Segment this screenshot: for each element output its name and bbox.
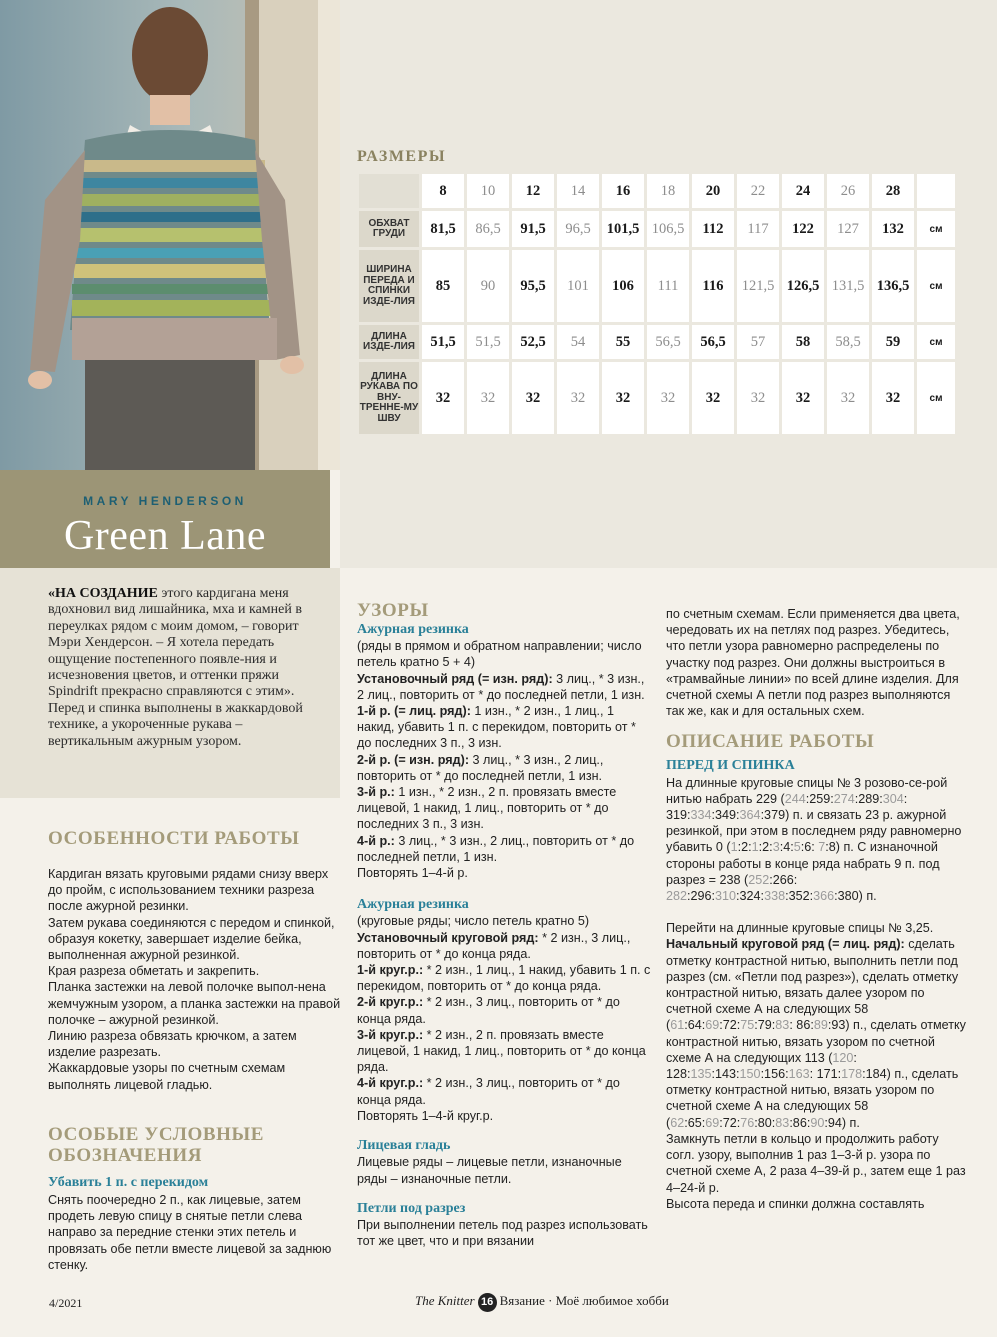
- alt-size-count: 83: [775, 1018, 790, 1033]
- size-value: 117: [737, 211, 779, 247]
- size-value: 59: [872, 325, 914, 359]
- pattern-row-text: 3 лиц., * 3 изн., 2 лиц., повторить от * до последней петли, 1 изн.: [357, 671, 645, 702]
- size-value: 85: [422, 250, 464, 322]
- setup-round-label: Начальный круговой ряд (= лиц. ряд):: [666, 937, 905, 952]
- needle-change-paragraph: Перейти на длинные круговые спицы № 3,25.: [666, 921, 934, 936]
- alt-size-count: 5: [793, 840, 801, 855]
- intro-text: [48, 586, 328, 750]
- alt-size-count: 244: [784, 791, 806, 806]
- alt-size-count: 62: [670, 1115, 685, 1130]
- size-header-cell: 10: [467, 174, 509, 208]
- alt-size-count: 282: [666, 889, 688, 904]
- pattern-title: Green Lane: [63, 513, 267, 559]
- alt-size-count: 1: [751, 840, 759, 855]
- size-header-cell: 20: [692, 174, 734, 208]
- features-paragraph: Затем рукава соединяются с передом и спинкой, образуя кокетку, завершает изделие бейка, выполненная ажурной резинкой.: [48, 915, 335, 963]
- size-header-cell: 16: [602, 174, 644, 208]
- size-header-cell: 8: [422, 174, 464, 208]
- alt-size-count: 364: [739, 808, 761, 823]
- alt-size-count: 120: [832, 1050, 854, 1065]
- description-heading: ОПИСАНИЕ РАБОТЫ: [666, 731, 875, 753]
- size-value: 132: [872, 211, 914, 247]
- pattern-row-text: * 2 изн., 1 лиц., 1 накид, убавить 1 п. с перекидом, повторить от * до конца ряда.: [357, 963, 651, 994]
- symbols-text: Снять поочередно 2 п., как лицевые, затем продеть левую спицу в снятые петли слева направо за передние стенки этих петель и провязать обе петли вместе лицевой за заднюю стенку.: [48, 1193, 332, 1272]
- size-value: 52,5: [512, 325, 554, 359]
- size-value: 126,5: [782, 250, 824, 322]
- size-value: 58,5: [827, 325, 869, 359]
- size-header-cell: 24: [782, 174, 824, 208]
- features-text: [48, 866, 342, 1093]
- pattern-row-text: * 2 изн., 3 лиц., повторить от * до конца ряда.: [357, 930, 631, 961]
- alt-size-count: 163: [788, 1067, 810, 1082]
- author-name: MARY HENDERSON: [83, 494, 247, 508]
- features-paragraph: Линию разреза обвязать крючком, а затем изделие разрезать.: [48, 1029, 297, 1060]
- features-heading: ОСОБЕННОСТИ РАБОТЫ: [48, 828, 300, 849]
- size-value: 32: [422, 362, 464, 434]
- size-value: 32: [512, 362, 554, 434]
- pattern-row-label: 3-й круг.р.:: [357, 1027, 424, 1042]
- pattern-row-label: Установочный ряд (= изн. ряд):: [357, 671, 553, 686]
- alt-size-count: 252: [748, 872, 770, 887]
- page-number: 16: [478, 1293, 497, 1312]
- alt-size-count: 178: [841, 1067, 863, 1082]
- alt-size-count: 304: [882, 791, 904, 806]
- size-value: 106: [602, 250, 644, 322]
- size-unit: см: [917, 362, 955, 434]
- join-round-paragraph: Замкнуть петли в кольцо и продолжить работу согл. узору, выполнив 1 раз 1–3-й р. узора по счетной схеме А, 2 раза 4–39-й р., затем еще 1 раз 4–24-й р.: [666, 1131, 966, 1195]
- size-header-cell: 14: [557, 174, 599, 208]
- pattern-row-text: 3 лиц., * 3 изн., 2 лиц., повторить от * до последней петли, 1 изн.: [357, 752, 604, 783]
- alt-size-count: 7: [818, 840, 826, 855]
- alt-size-count: 69: [705, 1018, 720, 1033]
- front-back-heading: ПЕРЕД И СПИНКА: [666, 758, 795, 774]
- size-value: 32: [602, 362, 644, 434]
- intro-lead: «НА СОЗДАНИЕ: [48, 586, 158, 601]
- size-row-label: ДЛИНА РУКАВА ПО ВНУ-ТРЕННЕ-МУ ШВУ: [359, 362, 419, 434]
- size-value: 101,5: [602, 211, 644, 247]
- pattern-row: [357, 784, 653, 833]
- pattern-row-text: * 2 изн., 2 п. провязать вместе лицевой, 1 накид, 1 лиц., повторить от * до конца ряда.: [357, 1027, 646, 1075]
- pattern-row-text: 1 изн., * 2 изн., 1 лиц., 1 накид, убавить 1 п. с перекидом, повторить от * до последних 3 п., 3 изн.: [357, 704, 636, 751]
- size-value: 56,5: [647, 325, 689, 359]
- setup-round-paragraph: Начальный круговой ряд (= лиц. ряд): сделать отметку контрастной нитью, выполнить петли под разрез (см. «Петли под разрез»), сделать отметку контрастной нитью, вязать далее узором по счетной схеме А на следующих 58 (61:64:69:72:75:79:83: 86:89:93) п., сделать отметку контрастной нитью, вязать узором по счетной схеме А на следующих 113 (120: 128:135:143:150:156:163: 171:178:184) п., сделать отметку контрастной нитью, вязать узором по счетной схеме А на следующих 58 (62:65:69:72:76:80:83:86:90:94) п.: [666, 937, 966, 1130]
- size-value: 111: [647, 250, 689, 322]
- size-value: 95,5: [512, 250, 554, 322]
- size-row: [359, 211, 955, 247]
- pattern-row-label: 2-й круг.р.:: [357, 995, 424, 1010]
- steek-text: При выполнении петель под разрез использовать тот же цвет, что и при вязании: [357, 1217, 648, 1249]
- alt-size-count: 338: [764, 889, 786, 904]
- sizes-heading: РАЗМЕРЫ: [357, 148, 447, 165]
- pattern-row-label: Установочный круговой ряд:: [357, 930, 539, 945]
- rib-flat-title: Ажурная резинка: [357, 622, 469, 637]
- features-paragraph: Края разреза обметать и закрепить.: [48, 964, 260, 979]
- patterns-column: [357, 622, 653, 1249]
- magazine-tagline: Вязание · Моё любимое хобби: [499, 1293, 669, 1308]
- size-value: 86,5: [467, 211, 509, 247]
- alt-size-count: 61: [670, 1018, 685, 1033]
- rib-round-note: (круговые ряды; число петель кратно 5): [357, 914, 590, 929]
- symbols-subheading: Убавить 1 п. с перекидом: [48, 1175, 209, 1190]
- size-header-cell: 22: [737, 174, 779, 208]
- size-value: 32: [827, 362, 869, 434]
- size-value: 81,5: [422, 211, 464, 247]
- size-value: 106,5: [647, 211, 689, 247]
- alt-size-count: 366: [813, 889, 835, 904]
- size-value: 55: [602, 325, 644, 359]
- pattern-row-text: 1 изн., * 2 изн., 2 п. провязать вместе лицевой, 1 накид, 1 лиц., повторить от * до последних 3 п., 3 изн.: [357, 785, 617, 832]
- magazine-footer: [415, 1293, 669, 1312]
- size-value: 131,5: [827, 250, 869, 322]
- size-value: 101: [557, 250, 599, 322]
- steek-title: Петли под разрез: [357, 1200, 466, 1216]
- sizes-table: [356, 171, 958, 437]
- cast-on-paragraph: На длинные круговые спицы № 3 розово-се-рой нитью набрать 229 (244:259:274:289:304: 319:334:349:364:379) п. и связать 23 р. ажурной резинкой, при этом в последнем ряду равномерно убавить 0 (1:2:1:2:3:4:5:6: 7:8) п. С изнаночной стороны работы в конце ряда набрать 9 п. под разрез = 238 (252:266: 282:296:310:324:338:352:366:380) п.: [666, 775, 962, 904]
- issue-date: 4/2021: [49, 1296, 83, 1310]
- size-row: [359, 362, 955, 434]
- pattern-row-label: 3-й р.:: [357, 785, 395, 800]
- alt-size-count: 76: [740, 1115, 755, 1130]
- size-value: 91,5: [512, 211, 554, 247]
- size-value: 56,5: [692, 325, 734, 359]
- features-paragraph: Жаккардовые узоры по счетным схемам выполнять лицевой гладью.: [48, 1061, 286, 1092]
- size-header-cell: 28: [872, 174, 914, 208]
- intro-box: [0, 568, 340, 798]
- alt-size-count: 150: [739, 1067, 761, 1082]
- model-photo: [0, 0, 340, 470]
- size-value: 122: [782, 211, 824, 247]
- size-unit: см: [917, 250, 955, 322]
- magazine-name: The Knitter: [415, 1293, 475, 1308]
- alt-size-count: 69: [705, 1115, 720, 1130]
- features-paragraph: Планка застежки на левой полочке выпол-нена жемчужным узором, а планка застежки на правой полочке – ажурной резинкой.: [48, 980, 341, 1027]
- pattern-row: [357, 833, 653, 865]
- size-value: 32: [737, 362, 779, 434]
- instructions-column: [666, 606, 966, 1212]
- size-value: 121,5: [737, 250, 779, 322]
- alt-size-count: 334: [690, 808, 712, 823]
- size-value: 57: [737, 325, 779, 359]
- pattern-row: [357, 671, 653, 703]
- size-header-row: [359, 174, 955, 208]
- pattern-row-label: 1-й круг.р.:: [357, 963, 424, 978]
- size-value: 96,5: [557, 211, 599, 247]
- size-unit-header: [917, 174, 955, 208]
- size-header-cell: 26: [827, 174, 869, 208]
- patterns-heading: УЗОРЫ: [357, 600, 429, 621]
- intro-body: этого кардигана меня вдохновил вид лишайника, мха и камней в переулках рядом с моим домом, – говорит Мэри Хендерсон. – Я хотела передать ощущение постепенного появле-ния и исчезновения цветов, и оттенки пряжи Spindrift прекрасно справляются с этим». Перед и спинка выполнены в жаккардовой технике, а укороченные рукава – вертикальным ажурным узором.: [48, 586, 303, 749]
- alt-size-count: 310: [715, 889, 737, 904]
- pattern-row-label: 1-й р. (= лиц. ряд):: [357, 704, 471, 719]
- size-header-cell: 18: [647, 174, 689, 208]
- size-row-label: ШИРИНА ПЕРЕДА И СПИНКИ ИЗДЕ-ЛИЯ: [359, 250, 419, 322]
- height-paragraph: Высота переда и спинки должна составлять: [666, 1196, 925, 1211]
- rib-round-title: Ажурная резинка: [357, 897, 469, 913]
- size-value: 112: [692, 211, 734, 247]
- pattern-row: [357, 1027, 653, 1076]
- size-value: 51,5: [467, 325, 509, 359]
- pattern-row-text: * 2 изн., 3 лиц., повторить от * до конца ряда.: [357, 995, 620, 1026]
- pattern-row-label: 4-й круг.р.:: [357, 1076, 424, 1091]
- size-value: 136,5: [872, 250, 914, 322]
- size-unit: см: [917, 211, 955, 247]
- size-value: 54: [557, 325, 599, 359]
- size-row: [359, 325, 955, 359]
- size-row-label: ОБХВАТ ГРУДИ: [359, 211, 419, 247]
- alt-size-count: 89: [813, 1018, 828, 1033]
- pattern-row-text: 3 лиц., * 3 изн., 2 лиц., повторить от * до последней петли, 1 изн.: [357, 833, 635, 864]
- size-row-label: ДЛИНА ИЗДЕ-ЛИЯ: [359, 325, 419, 359]
- rib-round-repeat: Повторять 1–4-й круг.р.: [357, 1108, 494, 1123]
- rib-flat-repeat: Повторять 1–4-й р.: [357, 866, 468, 881]
- size-unit: см: [917, 325, 955, 359]
- rib-flat-note: (ряды в прямом и обратном направлении; число петель кратно 5 + 4): [357, 639, 642, 670]
- pattern-row: [357, 752, 653, 784]
- stockinette-text: Лицевые ряды – лицевые петли, изнаночные ряды – изнаночные петли.: [357, 1155, 622, 1186]
- pattern-row: [357, 1075, 653, 1107]
- alt-size-count: 135: [690, 1067, 712, 1082]
- alt-size-count: 274: [833, 791, 855, 806]
- size-value: 58: [782, 325, 824, 359]
- alt-size-count: 3: [772, 840, 780, 855]
- size-value: 32: [467, 362, 509, 434]
- size-value: 51,5: [422, 325, 464, 359]
- title-banner: [0, 470, 330, 568]
- size-header-cell: 12: [512, 174, 554, 208]
- pattern-row-text: * 2 изн., 3 лиц., повторить от * до конца ряда.: [357, 1076, 620, 1107]
- size-value: 32: [872, 362, 914, 434]
- pattern-row: [357, 994, 653, 1026]
- alt-size-count: 75: [740, 1018, 755, 1033]
- size-value: 32: [782, 362, 824, 434]
- features-paragraph: Кардиган вязать круговыми рядами снизу вверх до пройм, с использованием техники разреза после ажурной резинки.: [48, 867, 329, 914]
- symbols-heading: ОСОБЫЕ УСЛОВНЫЕ ОБОЗНАЧЕНИЯ: [48, 1124, 265, 1166]
- pattern-row: [357, 962, 653, 994]
- pattern-row-label: 4-й р.:: [357, 833, 395, 848]
- size-value: 127: [827, 211, 869, 247]
- steek-continued: по счетным схемам. Если применяется два цвета, чередовать их на петлях под разрез. Убедитесь, что петли узора равномерно распределены по участку под разрез. Они должны выстроиться в «трамвайные линии» по всей длине изделия. Для счетной схемы А петли под разрез выполняются так же, как и для остальных схем.: [666, 607, 960, 719]
- size-value: 90: [467, 250, 509, 322]
- size-value: 32: [692, 362, 734, 434]
- size-corner: [359, 174, 419, 208]
- pattern-row: [357, 703, 653, 752]
- size-value: 116: [692, 250, 734, 322]
- pattern-row-label: 2-й р. (= изн. ряд):: [357, 752, 470, 767]
- size-value: 32: [557, 362, 599, 434]
- alt-size-count: 90: [810, 1115, 825, 1130]
- stockinette-title: Лицевая гладь: [357, 1138, 451, 1154]
- alt-size-count: 83: [775, 1115, 790, 1130]
- pattern-row: [357, 930, 653, 962]
- size-value: 32: [647, 362, 689, 434]
- size-row: [359, 250, 955, 322]
- alt-size-count: 1: [730, 840, 738, 855]
